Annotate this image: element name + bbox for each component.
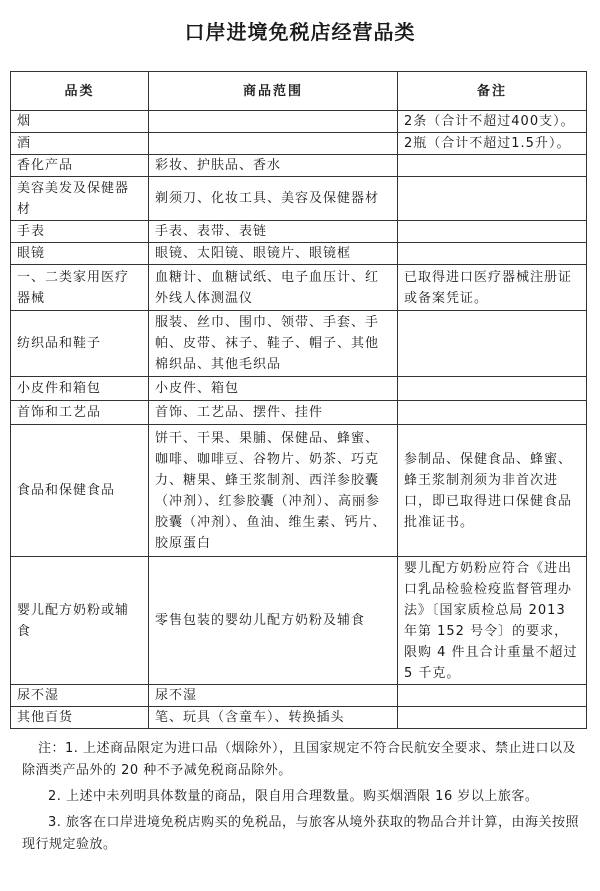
row-category: 其他百货: [11, 707, 149, 729]
row-category: 食品和保健食品: [11, 425, 149, 557]
row-scope: 笔、玩具（含童车）、转换插头: [149, 707, 398, 729]
row-category: 酒: [11, 133, 149, 155]
row-note: [398, 685, 587, 707]
notes-section: [22, 738, 582, 860]
row-scope: [149, 133, 398, 155]
row-category: 婴儿配方奶粉或辅食: [11, 557, 149, 685]
row-scope: 手表、表带、表链: [149, 221, 398, 243]
note-2: 2. 上述中未列明具体数量的商品，限自用合理数量。购买烟酒限 16 岁以上旅客。: [48, 789, 539, 804]
row-note: [398, 311, 587, 377]
row-scope: 尿不湿: [149, 685, 398, 707]
row-note: [398, 243, 587, 265]
row-note: 2条（合计不超过400支）。: [398, 111, 587, 133]
row-category: 首饰和工艺品: [11, 401, 149, 425]
row-category: 小皮件和箱包: [11, 377, 149, 401]
row-scope: 小皮件、箱包: [149, 377, 398, 401]
table-row: [11, 221, 587, 243]
table-row: [11, 265, 587, 311]
row-category: 一、二类家用医疗器械: [11, 265, 149, 311]
row-category: 尿不湿: [11, 685, 149, 707]
row-scope: 血糖计、血糖试纸、电子血压计、红外线人体测温仪: [149, 265, 398, 311]
table-row: [11, 243, 587, 265]
table-row: [11, 707, 587, 729]
row-category: 香化产品: [11, 155, 149, 177]
row-note: [398, 377, 587, 401]
row-scope: 零售包装的婴幼儿配方奶粉及辅食: [149, 557, 398, 685]
row-category: 烟: [11, 111, 149, 133]
row-category: 眼镜: [11, 243, 149, 265]
row-note: [398, 401, 587, 425]
row-scope: 眼镜、太阳镜、眼镜片、眼镜框: [149, 243, 398, 265]
header-note: 备注: [398, 72, 587, 111]
row-category: 纺织品和鞋子: [11, 311, 149, 377]
row-note: [398, 221, 587, 243]
note-3: 3. 旅客在口岸进境免税店购买的免税品，与旅客从境外获取的物品合并计算，由海关按照现行规定验放。: [22, 815, 580, 852]
row-scope: 服装、丝巾、围巾、领带、手套、手帕、皮带、袜子、鞋子、帽子、其他棉织品、其他毛织品: [149, 311, 398, 377]
table-row: [11, 111, 587, 133]
note-1: 注：1. 上述商品限定为进口品（烟除外），且国家规定不符合民航安全要求、禁止进口以及除酒类产品外的 20 种不予减免税商品除外。: [22, 741, 577, 778]
table-row: [11, 401, 587, 425]
row-note: 2瓶（合计不超过1.5升）。: [398, 133, 587, 155]
table-row: [11, 133, 587, 155]
header-category: 品类: [11, 72, 149, 111]
row-note: [398, 707, 587, 729]
table-row: [11, 425, 587, 557]
row-scope: 彩妆、护肤品、香水: [149, 155, 398, 177]
row-scope: 饼干、干果、果脯、保健品、蜂蜜、咖啡、咖啡豆、谷物片、奶茶、巧克力、糖果、蜂王浆制剂、西洋参胶囊（冲剂）、红参胶囊（冲剂）、高丽参胶囊（冲剂）、鱼油、维生素、钙片、胶原蛋白: [149, 425, 398, 557]
row-note: 已取得进口医疗器械注册证或备案凭证。: [398, 265, 587, 311]
row-scope: [149, 111, 398, 133]
page-title: 口岸进境免税店经营品类: [184, 20, 416, 44]
row-note: [398, 155, 587, 177]
row-note: 婴儿配方奶粉应符合《进出口乳品检验检疫监督管理办法》〔国家质检总局 2013 年第 152 号令〕的要求，限购 4 件且合计重量不超过 5 千克。: [398, 557, 587, 685]
table-row: [11, 155, 587, 177]
row-scope: 首饰、工艺品、摆件、挂件: [149, 401, 398, 425]
table-row: [11, 311, 587, 377]
row-category: 手表: [11, 221, 149, 243]
table-row: [11, 685, 587, 707]
catalog-table: [10, 71, 587, 729]
row-note: 参制品、保健食品、蜂蜜、蜂王浆制剂须为非首次进口，即已取得进口保健食品批准证书。: [398, 425, 587, 557]
table-row: [11, 377, 587, 401]
header-scope: 商品范围: [149, 72, 398, 111]
row-note: [398, 177, 587, 221]
row-scope: 剃须刀、化妆工具、美容及保健器材: [149, 177, 398, 221]
table-row: [11, 177, 587, 221]
table-row: [11, 557, 587, 685]
row-category: 美容美发及保健器材: [11, 177, 149, 221]
table-header-row: [11, 72, 587, 111]
